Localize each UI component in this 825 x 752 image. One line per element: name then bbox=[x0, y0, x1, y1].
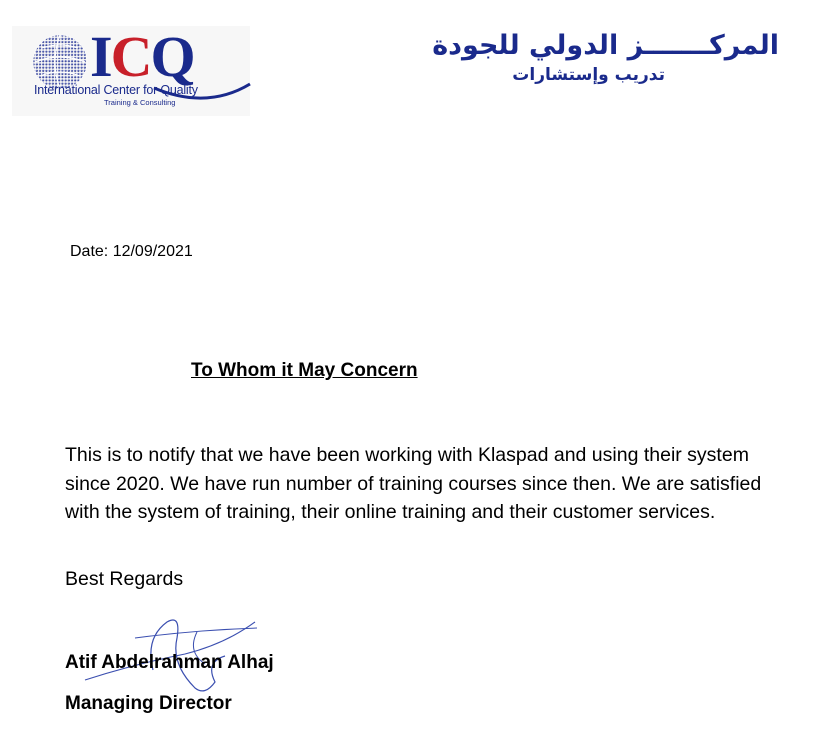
company-logo bbox=[12, 26, 250, 116]
logo-company-name: International Center for Quality bbox=[34, 83, 198, 97]
letter-subject: To Whom it May Concern bbox=[191, 360, 418, 381]
letter-closing: Best Regards bbox=[65, 568, 184, 590]
letter-body: This is to notify that we have been working with Klaspad and using their system since 2020. We have run number of training courses since then. We are satisfied with the system of training, their online training and their customer services. bbox=[65, 444, 762, 523]
letter-date: Date: 12/09/2021 bbox=[70, 243, 193, 260]
arabic-company-name: المركـــــــز الدولي للجودة bbox=[432, 30, 779, 61]
globe-icon bbox=[32, 34, 88, 90]
logo-wordmark: ICQ bbox=[90, 24, 194, 89]
signer-name: Atif Abdelrahman Alhaj bbox=[65, 652, 274, 673]
logo-tagline: Training & Consulting bbox=[104, 98, 176, 107]
signer-title: Managing Director bbox=[65, 693, 232, 714]
arabic-company-tagline: تدريب وإستشارات bbox=[512, 65, 665, 85]
